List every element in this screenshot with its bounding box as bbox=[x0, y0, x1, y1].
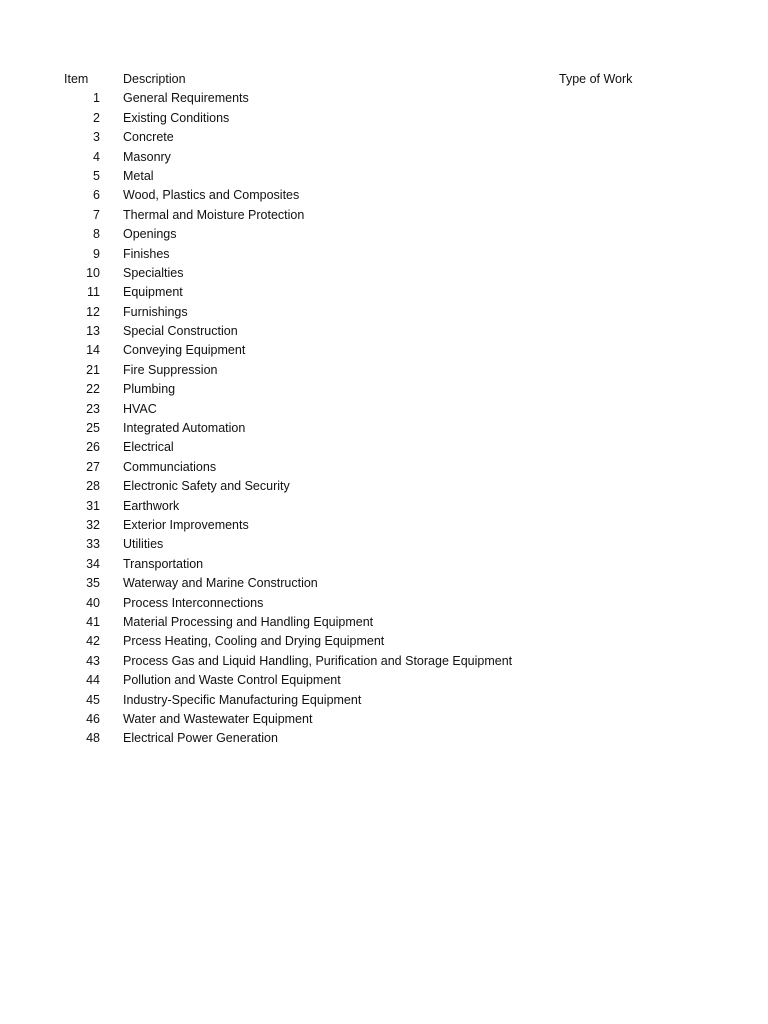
item-number: 42 bbox=[86, 634, 100, 649]
item-description: Metal bbox=[123, 168, 154, 183]
table-row bbox=[0, 322, 768, 341]
item-number: 40 bbox=[86, 595, 100, 610]
item-number: 21 bbox=[86, 362, 100, 377]
item-number: 22 bbox=[86, 382, 100, 397]
item-number: 44 bbox=[86, 673, 100, 688]
item-description: Prcess Heating, Cooling and Drying Equipment bbox=[123, 634, 385, 649]
item-description: Water and Wastewater Equipment bbox=[123, 711, 313, 726]
item-number: 27 bbox=[86, 459, 100, 474]
item-description: Conveying Equipment bbox=[123, 343, 246, 358]
item-description: Waterway and Marine Construction bbox=[123, 576, 318, 591]
table-row bbox=[0, 691, 768, 710]
item-description: Specialties bbox=[123, 265, 184, 280]
item-number: 35 bbox=[86, 576, 100, 591]
item-description: Process Gas and Liquid Handling, Purification and Storage Equipment bbox=[123, 653, 513, 668]
table-row bbox=[0, 109, 768, 128]
item-number: 32 bbox=[86, 517, 100, 532]
item-description: Plumbing bbox=[123, 382, 176, 397]
table-row bbox=[0, 283, 768, 302]
table-row bbox=[0, 535, 768, 554]
table-row bbox=[0, 438, 768, 457]
table-row bbox=[0, 594, 768, 613]
item-number: 11 bbox=[87, 285, 100, 300]
item-description: Communciations bbox=[123, 459, 217, 474]
table-row bbox=[0, 186, 768, 205]
item-number: 26 bbox=[86, 440, 100, 455]
item-number: 10 bbox=[86, 265, 100, 280]
item-number: 25 bbox=[86, 421, 100, 436]
header-description: Description bbox=[123, 72, 186, 86]
item-description: Utilities bbox=[123, 537, 164, 552]
table-row bbox=[0, 341, 768, 360]
header-type-of-work: Type of Work bbox=[559, 72, 633, 86]
item-number: 45 bbox=[86, 692, 100, 707]
item-description: Integrated Automation bbox=[123, 421, 246, 436]
item-description: Electrical Power Generation bbox=[123, 731, 278, 746]
item-description: Existing Conditions bbox=[123, 110, 230, 125]
table-row bbox=[0, 497, 768, 516]
item-number: 12 bbox=[86, 304, 100, 319]
table-row bbox=[0, 710, 768, 729]
item-description: Finishes bbox=[123, 246, 170, 261]
item-description: Transportation bbox=[123, 556, 204, 571]
table-row bbox=[0, 167, 768, 186]
item-description: Equipment bbox=[123, 285, 183, 300]
item-description: Wood, Plastics and Composites bbox=[123, 188, 300, 203]
table-row bbox=[0, 477, 768, 496]
table-row bbox=[0, 225, 768, 244]
item-number: 33 bbox=[86, 537, 100, 552]
item-number: 43 bbox=[86, 653, 100, 668]
item-description: HVAC bbox=[123, 401, 157, 416]
table-row bbox=[0, 148, 768, 167]
item-description: Material Processing and Handling Equipment bbox=[123, 614, 374, 629]
item-number: 2 bbox=[93, 110, 100, 125]
item-number: 1 bbox=[93, 91, 100, 106]
item-description: Fire Suppression bbox=[123, 362, 218, 377]
item-number: 48 bbox=[86, 731, 100, 746]
item-description: Process Interconnections bbox=[123, 595, 264, 610]
item-number: 5 bbox=[93, 168, 100, 183]
table-row bbox=[0, 361, 768, 380]
item-description: Openings bbox=[123, 227, 177, 242]
item-description: Concrete bbox=[123, 130, 174, 145]
item-number: 8 bbox=[93, 227, 100, 242]
table-row bbox=[0, 245, 768, 264]
table-row bbox=[0, 729, 768, 748]
item-description: Electrical bbox=[123, 440, 174, 455]
table-row bbox=[0, 652, 768, 671]
item-description: Earthwork bbox=[123, 498, 180, 513]
item-number: 6 bbox=[93, 188, 100, 203]
table-row bbox=[0, 400, 768, 419]
item-number: 41 bbox=[86, 614, 100, 629]
table-row bbox=[0, 264, 768, 283]
item-number: 3 bbox=[93, 130, 100, 145]
table-row bbox=[0, 516, 768, 535]
table-header-row bbox=[0, 70, 768, 89]
item-description: Industry-Specific Manufacturing Equipment bbox=[123, 692, 362, 707]
item-number: 7 bbox=[93, 207, 100, 222]
table-row bbox=[0, 458, 768, 477]
item-number: 14 bbox=[86, 343, 100, 358]
header-item: Item bbox=[64, 72, 89, 86]
item-number: 31 bbox=[86, 498, 100, 513]
item-number: 4 bbox=[93, 149, 100, 164]
item-description: Special Construction bbox=[123, 324, 238, 339]
item-description: Electronic Safety and Security bbox=[123, 479, 290, 494]
table-row bbox=[0, 555, 768, 574]
item-number: 34 bbox=[86, 556, 100, 571]
item-description: Furnishings bbox=[123, 304, 188, 319]
table-body bbox=[0, 89, 768, 748]
item-description: Exterior Improvements bbox=[123, 517, 249, 532]
item-number: 23 bbox=[86, 401, 100, 416]
item-number: 9 bbox=[93, 246, 100, 261]
division-table bbox=[0, 70, 768, 749]
table-row bbox=[0, 128, 768, 147]
table-row bbox=[0, 303, 768, 322]
item-description: Pollution and Waste Control Equipment bbox=[123, 673, 341, 688]
table-row bbox=[0, 419, 768, 438]
item-description: General Requirements bbox=[123, 91, 249, 106]
table-row bbox=[0, 671, 768, 690]
table-row bbox=[0, 89, 768, 108]
table-row bbox=[0, 206, 768, 225]
table-row bbox=[0, 574, 768, 593]
item-number: 28 bbox=[86, 479, 100, 494]
table-row bbox=[0, 380, 768, 399]
item-number: 46 bbox=[86, 711, 100, 726]
table-row bbox=[0, 613, 768, 632]
table-row bbox=[0, 632, 768, 651]
item-description: Thermal and Moisture Protection bbox=[123, 207, 305, 222]
item-description: Masonry bbox=[123, 149, 171, 164]
item-number: 13 bbox=[86, 324, 100, 339]
